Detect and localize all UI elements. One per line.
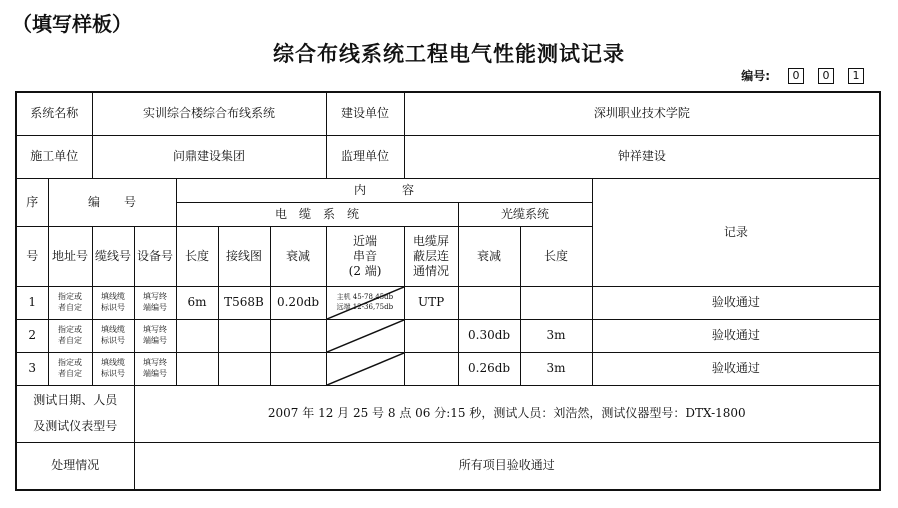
cell-line: 标识号	[101, 335, 126, 345]
cell-line: 者自定	[58, 335, 82, 345]
record-number-digit: 1	[848, 68, 864, 84]
shield-header	[404, 226, 458, 286]
row-length	[176, 352, 218, 385]
row-fiber-length: 3m	[520, 352, 592, 385]
table-row	[16, 352, 880, 385]
seq-header-bottom: 号	[16, 226, 48, 286]
cell-line: 标识号	[101, 368, 126, 378]
owner-value: 深圳职业技术学院	[404, 92, 880, 135]
next-header-line: (2 端)	[348, 263, 382, 278]
cell-line: 填线缆	[101, 292, 126, 302]
wiring-header: 接线图	[218, 226, 270, 286]
row-fiber-length	[520, 286, 592, 319]
diagonal-line	[327, 353, 404, 385]
cell-line: 指定或	[58, 292, 82, 302]
owner-label: 建设单位	[326, 92, 404, 135]
row-attenuation	[270, 319, 326, 352]
next-header-line: 近端	[353, 233, 378, 248]
builder-label: 施工单位	[16, 135, 92, 178]
row-length	[176, 319, 218, 352]
row-wiring: T568B	[218, 286, 270, 319]
record-number-digit: 0	[788, 68, 804, 84]
content-group-header: 内 容	[176, 178, 592, 202]
row-attenuation: 0.20db	[270, 286, 326, 319]
table-row	[16, 286, 880, 319]
row-shield: UTP	[404, 286, 458, 319]
electric-group-header: 电 缆 系 统	[176, 202, 458, 226]
cell-line: 填写终	[143, 358, 168, 368]
page-title: 综合布线系统工程电气性能测试记录	[273, 42, 625, 66]
system-name-label: 系统名称	[16, 92, 92, 135]
fiber-length-header: 长度	[520, 226, 592, 286]
record-number	[741, 67, 864, 84]
fiber-group-header: 光缆系统	[458, 202, 592, 226]
cable-header: 缆线号	[92, 226, 134, 286]
row-fiber-attenuation: 0.30db	[458, 319, 520, 352]
row-seq: 3	[16, 352, 48, 385]
supervisor-value: 钟祥建设	[404, 135, 880, 178]
row-shield	[404, 352, 458, 385]
address-header: 地址号	[48, 226, 92, 286]
handling-label: 处理情况	[16, 442, 134, 490]
shield-header-line: 电缆屏	[413, 233, 450, 248]
number-group-header: 编 号	[48, 178, 176, 226]
attenuation-header: 衰减	[270, 226, 326, 286]
cell-line: 填线缆	[101, 358, 126, 368]
seq-header-top: 序	[16, 178, 48, 226]
cell-line: 填写终	[143, 292, 168, 302]
system-name-value: 实训综合楼综合布线系统	[92, 92, 326, 135]
row-wiring	[218, 319, 270, 352]
row-fiber-attenuation	[458, 286, 520, 319]
cell-line: 端编号	[143, 302, 168, 312]
next-header	[326, 226, 404, 286]
row-wiring	[218, 352, 270, 385]
sample-label: （填写样板）	[12, 12, 132, 36]
cell-line: 主机 45-78,45db	[336, 293, 394, 302]
row-cable	[92, 319, 134, 352]
row-device	[134, 286, 176, 319]
cell-line: 填线缆	[101, 325, 126, 335]
row-next	[326, 319, 404, 352]
row-next	[326, 286, 404, 319]
supervisor-label: 监理单位	[326, 135, 404, 178]
record-header: 记录	[592, 178, 880, 286]
shield-header-line: 通情况	[413, 263, 450, 278]
test-info-label	[16, 385, 134, 442]
cell-line: 指定或	[58, 325, 82, 335]
row-record: 验收通过	[592, 286, 880, 319]
row-device	[134, 319, 176, 352]
row-address	[48, 286, 92, 319]
row-address	[48, 319, 92, 352]
cell-line: 测试日期、人员	[33, 393, 118, 408]
row-next	[326, 352, 404, 385]
row-attenuation	[270, 352, 326, 385]
row-fiber-attenuation: 0.26db	[458, 352, 520, 385]
table-row	[16, 319, 880, 352]
cell-line: 填写终	[143, 325, 168, 335]
row-seq: 1	[16, 286, 48, 319]
shield-header-line: 蔽层连	[413, 248, 450, 263]
cell-line: 远端 12-36,75db	[336, 302, 394, 311]
row-record: 验收通过	[592, 319, 880, 352]
row-seq: 2	[16, 319, 48, 352]
cell-line: 及测试仪表型号	[33, 418, 118, 433]
fiber-attenuation-header: 衰减	[458, 226, 520, 286]
cell-line: 者自定	[58, 368, 82, 378]
record-number-digit: 0	[818, 68, 834, 84]
cell-line: 指定或	[58, 358, 82, 368]
row-address	[48, 352, 92, 385]
builder-value: 问鼎建设集团	[92, 135, 326, 178]
diagonal-line	[327, 320, 404, 352]
record-number-label: 编号:	[741, 69, 770, 83]
row-device	[134, 352, 176, 385]
cell-line: 端编号	[143, 368, 168, 378]
row-record: 验收通过	[592, 352, 880, 385]
length-header: 长度	[176, 226, 218, 286]
test-record-table	[15, 91, 881, 491]
row-cable	[92, 286, 134, 319]
cell-line: 者自定	[58, 302, 82, 312]
test-info-value: 2007 年 12 月 25 号 8 点 06 分:15 秒，测试人员：刘浩然，测试仪器型号：DTX-1800	[134, 385, 880, 442]
row-fiber-length: 3m	[520, 319, 592, 352]
device-header: 设备号	[134, 226, 176, 286]
row-length: 6m	[176, 286, 218, 319]
row-cable	[92, 352, 134, 385]
cell-line: 端编号	[143, 335, 168, 345]
next-header-line: 串音	[353, 248, 378, 263]
cell-line: 标识号	[101, 302, 126, 312]
handling-value: 所有项目验收通过	[134, 442, 880, 490]
row-shield	[404, 319, 458, 352]
